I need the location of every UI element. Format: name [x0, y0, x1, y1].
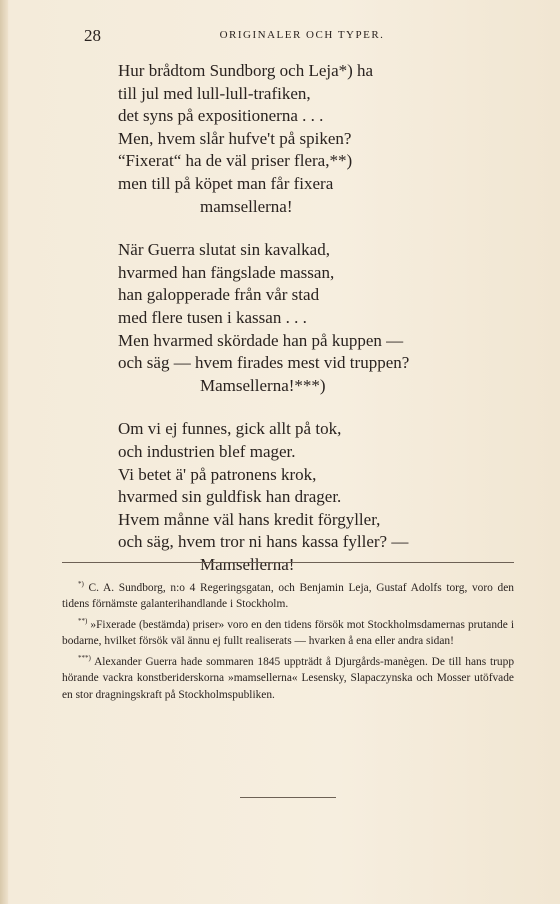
poem-line: Hur brådtom Sundborg och Leja*) ha	[118, 61, 374, 80]
refrain-line: Mamsellerna!***)	[200, 375, 326, 395]
poem-line: Men, hvem slår hufve't på spiken?	[118, 128, 352, 148]
page-header	[84, 26, 520, 44]
poem-line: Hvem månne väl hans kredit förgyller,	[118, 509, 381, 529]
poem-line: han galopperade från vår stad	[118, 285, 320, 305]
poem-line: med flere tusen i kassan . . .	[118, 307, 307, 327]
refrain-line: Mamsellerna!	[200, 554, 295, 574]
footnote-mark: ***)	[78, 653, 91, 662]
poem-line: det syns på expositionerna . . .	[118, 106, 324, 126]
poem-line: till jul med lull-lull-trafiken,	[118, 83, 311, 103]
footnote-text: C. A. Sundborg, n:o 4 Regeringsgatan, och Benjamin Leja, Gustaf Adolfs torg, voro den tidens förnämste galanterihandlande i Stockholm.	[62, 581, 514, 611]
poem-line: hvarmed sin guldfisk han drager.	[118, 487, 342, 507]
stanza-2	[118, 239, 518, 397]
poem-line: Vi betet ä' på patronens krok,	[118, 464, 317, 484]
footnote-text: Alexander Guerra hade sommaren 1845 uppträdt å Djurgårds-manègen. De till hans trupp hörande vackra konstberiderskorna »mamsellerna« Lesensky, Slapaczynska och Mosser utöfvade en stor dragningskraft på Stockholmspubliken.	[62, 655, 515, 701]
footnote-mark: *)	[78, 580, 84, 588]
poem-line: och säg — hvem firades mest vid truppen?	[118, 353, 410, 373]
running-head: ORIGINALER OCH TYPER.	[219, 29, 385, 41]
stanza-3	[118, 418, 518, 576]
poem-line: “Fixerat“ ha de väl priser flera,**)	[118, 151, 353, 171]
footnote	[62, 650, 514, 704]
footnote	[62, 576, 514, 613]
poem-line: och industrien blef mager.	[118, 441, 296, 461]
footnote	[62, 613, 514, 650]
poem-line: men till på köpet man får fixera	[118, 173, 334, 193]
page-number: 28	[84, 26, 101, 45]
footnote-text: »Fixerade (bestämda) priser» voro en den tidens försök mot Stockholmsdamernas prutande i bodarne, hvilket försök väl ännu ej fullt realiserats — hvarken å ena eller andra sidan!	[62, 618, 514, 648]
end-rule	[240, 797, 336, 798]
poem-line: hvarmed han fängslade massan,	[118, 262, 335, 282]
page-gutter	[0, 0, 8, 904]
poem-line: Om vi ej funnes, gick allt på tok,	[118, 419, 342, 439]
footnotes	[62, 576, 514, 704]
refrain-line: mamsellerna!	[200, 196, 293, 216]
poem-line: Men hvarmed skördade han på kuppen —	[118, 330, 404, 350]
footnote-mark: **)	[78, 616, 88, 625]
stanza-1	[118, 60, 518, 218]
poem	[118, 60, 518, 597]
poem-line: och säg, hvem tror ni hans kassa fyller? —	[118, 532, 409, 552]
poem-line: När Guerra slutat sin kavalkad,	[118, 240, 330, 260]
footnote-divider	[62, 562, 514, 563]
